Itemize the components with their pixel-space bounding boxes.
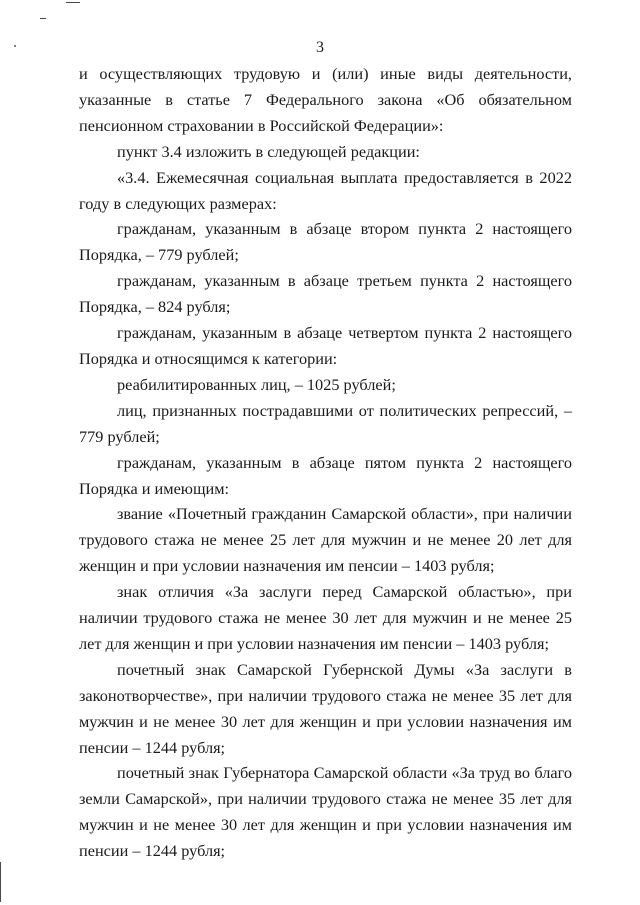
paragraph-3-4-heading: «3.4. Ежемесячная социальная выплата предоставляется в 2022 году в следующих размерах: xyxy=(79,167,572,213)
paragraph-rehabilitated: реабилитированных лиц, – 1025 рублей; xyxy=(117,374,396,394)
paragraph-abzac-3: гражданам, указанным в абзаце третьем пункта 2 настоящего Порядка, – 824 рубля; xyxy=(79,271,572,317)
scan-artifact xyxy=(66,2,80,3)
paragraph-amendment-3-4: пункт 3.4 изложить в следующей редакции: xyxy=(117,141,420,161)
page-number: 3 xyxy=(316,39,324,56)
paragraph-duma-badge: почетный знак Самарской Губернской Думы «За заслуги в законотворчестве», при наличии трудового стажа не менее 35 лет для мужчин и не менее 30 лет для женщин и при условии назначения им пенсии – 1244 рубля; xyxy=(79,659,572,757)
paragraph-honorary-citizen: звание «Почетный гражданин Самарской области», при наличии трудового стажа не менее 25 лет для мужчин и не менее 20 лет для женщин и при условии назначения им пенсии – 1403 рубля; xyxy=(79,504,572,576)
paragraph-abzac-2: гражданам, указанным в абзаце втором пункта 2 настоящего Порядка, – 779 рублей; xyxy=(79,219,572,265)
paragraph-abzac-4: гражданам, указанным в абзаце четвертом пункта 2 настоящего Порядка и относящимся к категории: xyxy=(79,323,572,368)
paragraph-repressions: лиц, признанных пострадавшими от политических репрессий, – 779 рублей; xyxy=(79,400,572,446)
scan-artifact xyxy=(0,862,1,902)
paragraph-governor-badge: почетный знак Губернатора Самарской области «За труд во благо земли Самарской», при наличии трудового стажа не менее 35 лет для мужчин и не менее 30 лет для женщин и при условии назначения им пенсии – 1244 рубля; xyxy=(79,763,572,861)
paragraph-intro: и осуществляющих трудовую и (или) иные виды деятельности, указанные в статье 7 Федерального закона «Об обязательном пенсионном страховании в Российской Федерации»: xyxy=(79,64,572,135)
paragraph-merit-badge: знак отличия «За заслуги перед Самарской областью», при наличии трудового стажа не менее 30 лет для мужчин и не менее 25 лет для женщин и при условии назначения им пенсии – 1403 рубля; xyxy=(79,582,572,653)
paragraph-abzac-5: гражданам, указанным в абзаце пятом пункта 2 настоящего Порядка и имеющим: xyxy=(79,452,572,498)
document-body xyxy=(79,61,572,864)
scan-artifact xyxy=(40,18,46,19)
